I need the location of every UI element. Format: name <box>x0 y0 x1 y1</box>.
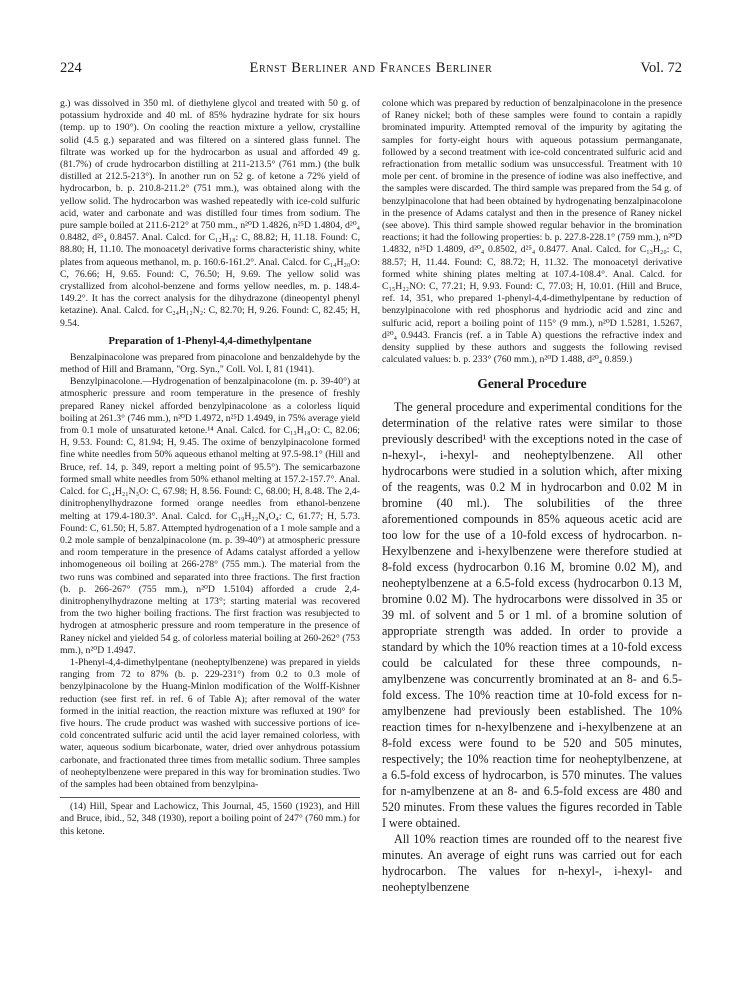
section-heading: General Procedure <box>477 376 587 392</box>
page-number: 224 <box>60 60 82 76</box>
right-column <box>382 98 682 895</box>
footnote-rule <box>60 797 360 798</box>
left-paragraph-4: 1-Phenyl-4,4-dimethylpentane (neoheptylbenzene) was prepared in yields ranging from 72 to 87% (b. p. 229-231°) from 0.2 to 0.3 mole of benzylpinacolone by the Huang-Minlon modification of the Wolff-Kishner reduction (see first ref. in ref. 6 of Table A); after removal of the water formed in the initial reaction, the reaction mixture was refluxed at 190° for five hours. The crude product was washed with successive portions of ice-cold concentrated sulfuric acid until the acid layer remained colorless, with water, aqueous sodium bicarbonate, water, dried over anhydrous potassium carbonate, and fractionated three times from metallic sodium. Three samples of neoheptylbenzene were prepared in this way for bromination studies. Two of the samples had been obtained from benzylpina- <box>60 656 360 790</box>
running-title: Ernst Berliner and Frances Berliner <box>249 60 493 76</box>
right-paragraph-1: colone which was prepared by reduction of benzalpinacolone in the presence of Raney nickel; both of these samples were found to contain a rapidly brominated impurity. Attempted removal of the impurity by agitating the samples for forty-eight hours with aqueous potassium permanganate, followed by a second treatment with ice-cold concentrated sulfuric acid and refractionation from metallic sodium was unsuccessful. Treatment with 10 mole per cent. of bromine in the presence of iodine was also ineffective, and the samples were discarded. The third sample was prepared from the 54 g. of benzylpinacolone that had been obtained by hydrogenating benzalpinacolone in the presence of Adams catalyst and then in the presence of Raney nickel (see above). This third sample showed regular behavior in the bromination reactions; it had the following properties: b. p. 227.8-228.1° (759 mm.), n²⁰D 1.4832, n²⁵D 1.4809, d²⁰₄ 0.8502, d²⁵₄ 0.8477. Anal. Calcd. for C₁₃H₂₀: C, 88.57; H, 11.44. Found: C, 88.72; H, 11.32. The monoacetyl derivative formed white shining plates melting at 107.4-108.4°. Anal. Calcd. for C₁₅H₂₂NO: C, 77.21; H, 9.93. Found: C, 77.03; H, 10.01. (Hill and Bruce, ref. 14, 351, who prepared 1-phenyl-4,4-dimethylpentane by reduction of benzylpinacolone with red phosphorus and hydriodic acid and zinc and sulfuric acid, report a boiling point of 115° (9 mm.), n²⁰D 1.5281, 1.5267, d²⁰₄ 0.9443. Francis (ref. a in Table A) questions the refractive index and density supplied by these authors and suggests the following revised calculated values: b. p. 233° (760 mm.), n²⁰D 1.488, d²⁰₄ 0.859.) <box>382 98 682 366</box>
left-paragraph-1: g.) was dissolved in 350 ml. of diethylene glycol and treated with 50 g. of potassium hydroxide and 40 ml. of 85% hydrazine hydrate for six hours (temp. up to 190°). On cooling the reaction mixture a yellow, crystalline solid (4.5 g.) separated and was filtered on a sintered glass funnel. The filtrate was worked up for the hydrocarbon as usual and afforded 49 g. (81.7%) of crude hydrocarbon distilling at 211-213.5° (761 mm.) (the bulk distilled at 212.5-213°). In another run on 52 g. of ketone a 72% yield of hydrocarbon, b. p. 210.8-211.2° (751 mm.), was obtained along with the yellow solid. The hydrocarbon was washed repeatedly with ice-cold sulfuric acid, water and carbonate and was distilled four times from sodium. The pure sample boiled at 211.6-212° at 750 mm., n²⁰D 1.4826, n²⁵D 1.4804, d²⁰₄ 0.8482, d²⁵₄ 0.8457. Anal. Calcd. for C₁₂H₁₈: C, 88.82; H, 11.18. Found: C, 88.80; H, 11.10. The monoacetyl derivative forms characteristic shiny, white plates from aqueous methanol, m. p. 160.6-161.2°. Anal. Calcd. for C₁₄H₂₀O: C, 76.66; H, 9.65. Found: C, 76.50; H, 9.69. The yellow solid was crystallized from alcohol-benzene and forms yellow needles, m. p. 148.4-149.2°. It has the correct analysis for the dihydrazone (dineopentyl phenyl ketazine). Anal. Calcd. for C₂₄H₁₂N₂: C, 82.70; H, 9.26. Found: C, 82.45; H, 9.54. <box>60 98 360 329</box>
right-paragraph-2: The general procedure and experimental conditions for the determination of the relative rates were similar to those previously described¹ with the exceptions noted in the case of n-hexyl-, i-hexyl- and neoheptylbenzene. All other hydrocarbons were studied in a solution which, after mixing of the reagents, was 0.2 M in hydrocarbon and 0.02 M in bromine (40 ml.). The solubilities of the three aforementioned compounds in 85% aqueous acetic acid are too low for the use of a 10-fold excess of hydrocarbon. n-Hexylbenzene and i-hexylbenzene were therefore studied at 8-fold excess (hydrocarbon 0.16 M, bromine 0.02 M), and neoheptylbenzene at a 6.5-fold excess (hydrocarbon 0.13 M, bromine 0.02 M). The hydrocarbons were dissolved in 35 or 39 ml. of solvent and 5 or 1 ml. of a bromine solution of appropriate strength was added. In order to provide a standard by which the 10% reaction times at a 10-fold excess could be calculated for these three compounds, n-amylbenzene was concurrently brominated at an 8- and 6.5-fold excess. The 10% reaction time at 10-fold excess for n-amylbenzene had previously been established. The 10% reaction times for n-hexylbenzene and i-hexylbenzene at an 8-fold excess were found to be 520 and 505 minutes, respectively; the 10% reaction time for neoheptylbenzene, at a 6.5-fold excess of hydrocarbon, is 570 minutes. The values for n-amylbenzene at an 8- and 6.5-fold excess are 480 and 520 minutes. From these values the figures recorded in Table I were obtained. <box>382 400 682 831</box>
running-header <box>60 58 682 78</box>
left-column <box>60 98 360 838</box>
right-paragraph-3: All 10% reaction times are rounded off to the nearest five minutes. An average of eight runs was carried out for each hydrocarbon. The values for n-hexyl-, i-hexyl- and neoheptylbenzene <box>382 832 682 895</box>
journal-page <box>60 58 682 988</box>
left-paragraph-2: Benzalpinacolone was prepared from pinacolone and benzaldehyde by the method of Hill and Bramann, "Org. Syn.," Coll. Vol. I, 81 (1941). <box>60 351 360 376</box>
left-paragraph-3: Benzylpinacolone.—Hydrogenation of benzalpinacolone (m. p. 39-40°) at atmospheric pressure and room temperature in the presence of freshly prepared Raney nickel afforded benzylpinacolone as a colorless liquid boiling at 261.3° (746 mm.), n²⁰D 1.4972, n²⁵D 1.4949, in 75% average yield from 0.1 mole of unsaturated ketone.¹⁴ Anal. Calcd. for C₁₃H₁₈O: C, 82.06; H, 9.53. Found: C, 81.94; H, 9.45. The oxime of benzylpinacolone formed fine white needles from 50% aqueous ethanol melting at 97.5-98.1° (Hill and Bruce, ref. 14, p. 349, report a melting point of 95.5°). The semicarbazone formed small white needles from 50% ethanol melting at 157.2-157.7°. Anal. Calcd. for C₁₄H₂₁N₃O: C, 67.98; H, 8.56. Found: C, 68.00; H, 8.48. The 2,4-dinitrophenylhydrazone formed orange needles from ethanol-benzene melting at 179.4-180.3°. Anal. Calcd. for C₁₉H₂₂N₄O₄: C, 61.77; H, 5.73. Found: C, 61.50; H, 5.87. Attempted hydrogenation of a 1 mole sample and a 0.2 mole sample of benzalpinacolone (m. p. 39-40°) at atmospheric pressure and room temperature in the presence of Adams catalyst afforded a yellow inhomogeneous oil boiling at 266-278° (755 mm.). The material from the two runs was combined and separated into three fractions. The first fraction (b. p. 266-267° (755 mm.), n²⁰D 1.5104) afforded a crude 2,4-dinitrophenylhydrazone melting at 173°; starting material was recovered from the two higher boiling fractions. The first fraction was resubjected to hydrogen at atmospheric pressure and room temperature in the presence of Raney nickel and yielded 54 g. of colorless material boiling at 260-262° (753 mm.), n²⁰D 1.4947. <box>60 376 360 656</box>
section-subheading: Preparation of 1-Phenyl-4,4-dimethylpentane <box>108 335 312 347</box>
footnote: (14) Hill, Spear and Lachowicz, This Journal, 45, 1560 (1923), and Hill and Bruce, ibid., 52, 348 (1930), report a boiling point of 247° (760 mm.) for this ketone. <box>60 801 360 837</box>
volume-label: Vol. 72 <box>640 60 682 76</box>
